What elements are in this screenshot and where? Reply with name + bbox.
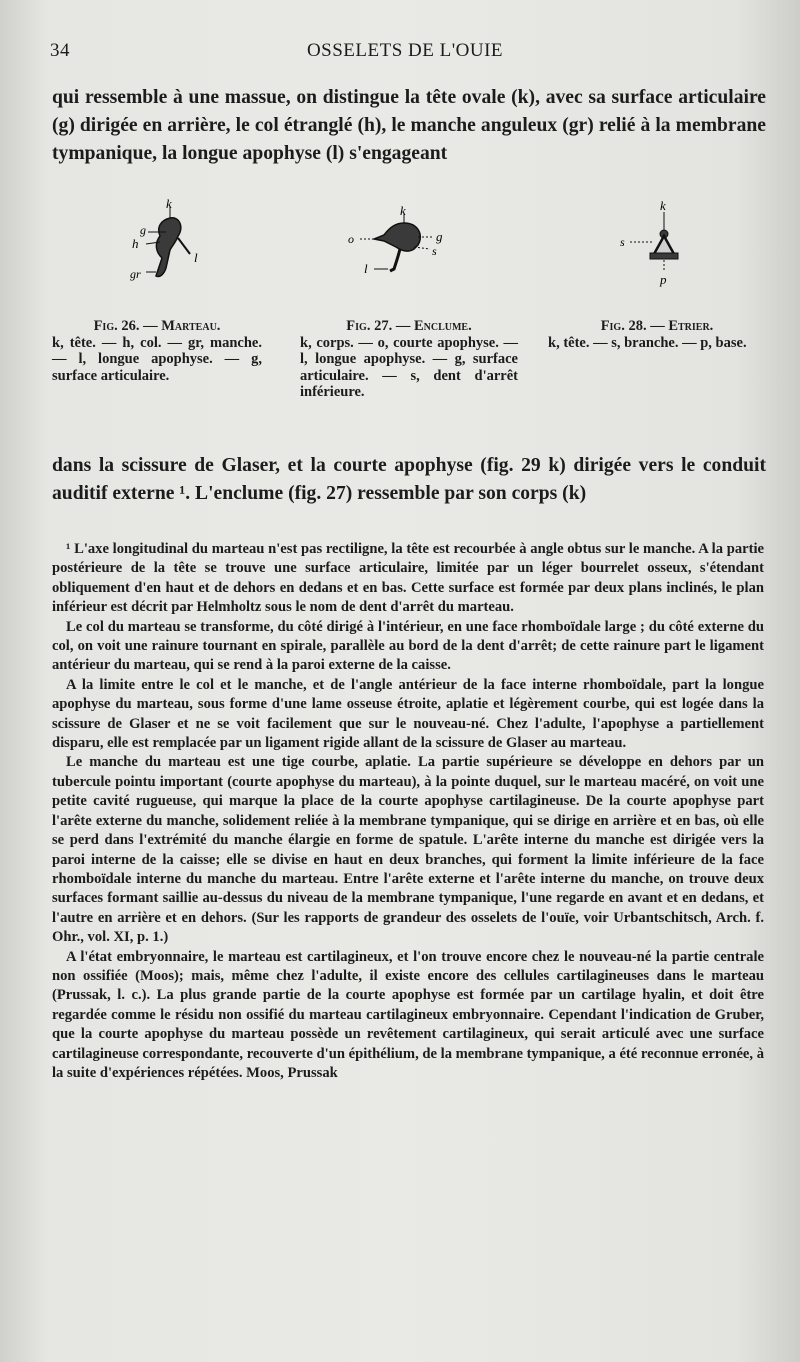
body-paragraph-middle: dans la scissure de Glaser, et la courte apophyse (fig. 29 k) dirigée vers le conduit auditif externe ¹. L'enclume (fig. 27) ressemble par son corps (k) (52, 455, 766, 504)
malleus-drawing (126, 198, 216, 288)
running-title: OSSELETS DE L'OUIE (306, 40, 504, 61)
fig27-label-l: l (364, 261, 368, 276)
figure-marteau (126, 198, 216, 288)
fig26-label-h: h (132, 236, 139, 251)
fig28-label-s: s (620, 235, 625, 249)
body-paragraph-top: qui ressemble à une massue, on distingue la tête ovale (k), avec sa surface articulaire (g) dirigée en arrière, le col étranglé (h), le manche anguleux (gr) relié à la membrane tympanique, la longue apophyse (l) s'engageant (52, 87, 766, 164)
fig28-label-p: p (660, 272, 667, 287)
fig27-label-g: g (436, 229, 443, 244)
footnotes (52, 540, 764, 1083)
figure-caption-26 (52, 318, 262, 384)
fig26-label-gr: gr (130, 267, 141, 281)
caption-title: Fig. 27. — Enclume. (346, 318, 472, 334)
fig26-label-l: l (194, 250, 198, 265)
footnote-paragraph: A l'état embryonnaire, le marteau est cartilagineux, et l'on trouve encore chez le nouveau-né la partie centrale non ossifiée (Moos); mais, même chez l'adulte, il existe encore des cellules cartilagineuses dans le marteau (Prussak, l. c.). La plus grande partie de la courte apophyse est formée par un cartilage hyalin, et doit être regardée comme le résidu non ossifié du marteau cartilagineux embryonnaire. Cependant l'indication de Gruber, que la courte apophyse du marteau possède un revêtement cartilagineux, qui serait articulé avec une surface cartilagineuse correspondante, recouverte d'un épithélium, de la membrane tympanique, a été reconnue erronée, à la suite d'expériences répétées. Moos, Prussak (52, 948, 764, 1081)
fig28-label-k: k (660, 198, 666, 213)
caption-title: Fig. 26. — Marteau. (93, 318, 221, 334)
figure-enclume (334, 205, 454, 285)
footnote-paragraph: A la limite entre le col et le manche, et de l'angle antérieur de la face interne rhomboïdale, part la longue apophyse du marteau, sous forme d'une lame osseuse étroite, aplatie et légèrement courbe, qui est logée dans la scissure de Glaser et ne se voit facilement que sur le nouveau-né. Chez l'adulte, l'apophyse a partiellement disparu, elle est remplacée par un ligament rigide allant de la scissure de Glaser au marteau. (52, 676, 764, 752)
caption-title: Fig. 28. — Etrier. (600, 318, 714, 334)
fig27-label-s: s (432, 244, 437, 258)
figure-caption-27 (300, 318, 518, 401)
footnote-paragraph: ¹ L'axe longitudinal du marteau n'est pas rectiligne, la tête est recourbée à angle obtus sur le manche. A la partie postérieure de la tête se trouve une surface articulaire, limitée par un léger bourrelet osseux, s'étendant obliquement d'en haut et de dehors en dedans et en bas. Cette surface est formée par deux plans inclinés, le plan inférieur est décrit par Helmholtz sous le nom de dent d'arrêt du marteau. (52, 541, 764, 616)
figure-etrier (616, 198, 696, 288)
caption-body: k, tête. — s, branche. — p, base. (548, 334, 747, 351)
fig27-label-k: k (400, 205, 406, 218)
fig26-label-g: g (140, 223, 146, 237)
fig26-label-k: k (166, 198, 172, 211)
caption-body: k, tête. — h, col. — gr, manche. — l, longue apophyse. — g, surface articulaire. (52, 334, 262, 384)
page-number: 34 (50, 40, 70, 61)
footnote-paragraph: Le col du marteau se transforme, du côté dirigé à l'intérieur, en une face rhomboïdale large ; du côté externe du col, on voit une rainure tournant en spirale, parallèle au bord de la dent d'arrêt; de cette rainure part le ligament antérieur du marteau, qui se rend à la paroi externe de la caisse. (52, 618, 764, 674)
incus-drawing (334, 205, 454, 285)
figure-caption-28 (548, 318, 766, 351)
page-header (50, 40, 760, 64)
stapes-drawing (616, 198, 696, 288)
caption-body: k, corps. — o, courte apophyse. — l, longue apophyse. — g, surface articulaire. — s, dent d'arrêt inférieure. (300, 334, 518, 400)
fig27-label-o: o (348, 232, 354, 246)
footnote-paragraph: Le manche du marteau est une tige courbe, aplatie. La partie supérieure se développe en dehors par un tubercule pointu important (courte apophyse du marteau), à la pointe duquel, sur le marteau macéré, on voit une petite cavité rugueuse, qui marque la place de la courte apophyse cartilagineuse. De la courte apophyse part l'arête externe du manche, solidement reliée à la membrane tympanique, qui se dirige en arrière et en bas, où elle se perd dans l'extrémité du manche élargie en forme de spatule. L'arête interne du manche est dirigée vers la paroi interne de la caisse; elle se divise en haut en deux branches, qui forment la limite inférieure de la face rhomboïdale interne du manche du marteau. Entre l'arête externe et l'arête interne du manche, on trouve deux surfaces formant saillie au-dessus du niveau de la membrane tympanique, l'une regarde en avant et en dedans, et l'autre en arrière et en dehors. (Sur les rapports de grandeur des osselets de l'ouïe, voir Urbantschitsch, Arch. f. Ohr., vol. XI, p. 1.) (52, 754, 764, 946)
